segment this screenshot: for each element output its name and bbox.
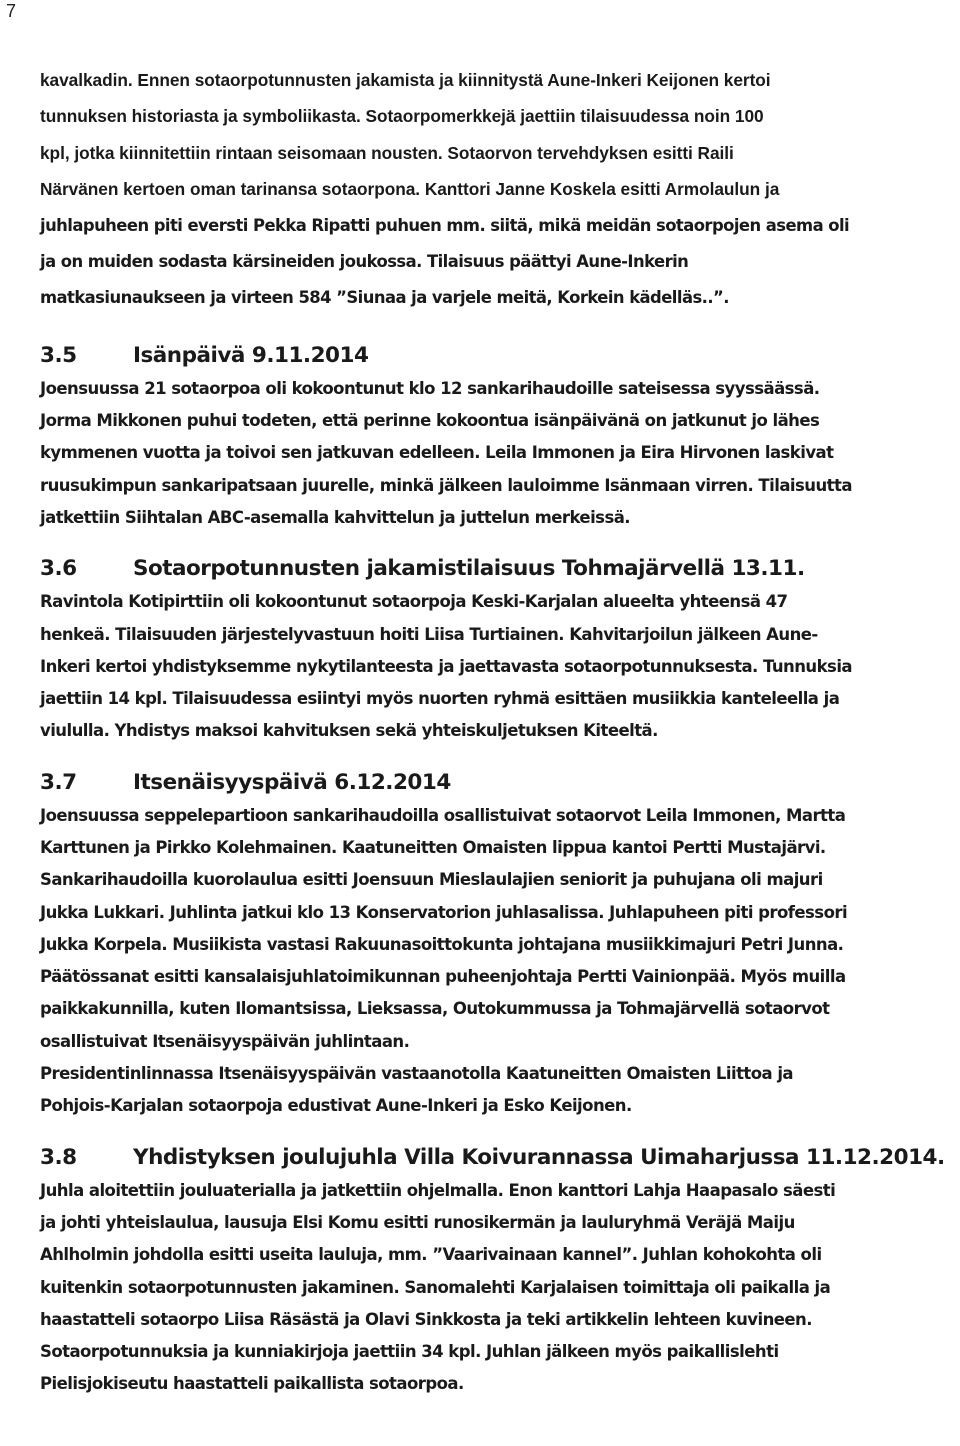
section-paragraph — [40, 373, 952, 534]
text-line: Karttunen ja Pirkko Kolehmainen. Kaatuneitten Omaisten lippua kantoi Pertti Mustajärvi. — [40, 838, 826, 857]
section-number: 3.5 — [40, 342, 77, 368]
text-line: ruusukimpun sankaripatsaan juurelle, minkä jälkeen lauloimme Isänmaan virren. Tilaisuutta — [40, 475, 852, 495]
text-line: Presidentinlinnassa Itsenäisyyspäivän vastaanotolla Kaatuneitten Omaisten Liittoa ja — [40, 1064, 794, 1084]
text-line: jatkettiin Siihtalan ABC-asemalla kahvittelun ja juttelun merkeissä. — [40, 507, 631, 527]
text-line: Närvänen kertoen oman tarinansa sotaorpona. Kanttori Janne Koskela esitti Armolaulun ja — [40, 179, 780, 200]
section-heading — [40, 1143, 952, 1173]
section-title: Isänpäivä 9.11.2014 — [133, 342, 369, 368]
text-line: Sankarihaudoilla kuorolaulua esitti Joensuun Mieslaulajien seniorit ja puhujana oli majuri — [40, 870, 823, 890]
text-line: kpl, jotka kiinnitettiin rintaan seisomaan nousten. Sotaorvon tervehdyksen esitti Raili — [40, 142, 734, 163]
document-body — [40, 62, 952, 1401]
text-line: Päätössanat esitti kansalaisjuhlatoimikunnan puheenjohtaja Pertti Vainionpää. Myös muilla — [40, 967, 846, 987]
section-paragraph — [40, 800, 952, 1123]
text-line: Inkeri kertoi yhdistyksemme nykytilanteesta ja jaettavasta sotaorpotunnuksesta. Tunnuksia — [40, 656, 853, 676]
section-heading — [40, 768, 952, 798]
text-line: Jukka Korpela. Musiikista vastasi Rakuunasoittokunta johtajana musiikkimajuri Petri Junna. — [40, 934, 844, 954]
text-line: Joensuussa 21 sotaorpoa oli kokoontunut klo 12 sankarihaudoille sateisessa syyssäässä. — [40, 378, 820, 398]
text-line: ja on muiden sodasta kärsineiden joukossa. Tilaisuus päättyi Aune-Inkerin — [40, 251, 689, 271]
section-title: Itsenäisyyspäivä 6.12.2014 — [133, 769, 451, 795]
text-line: Pohjois-Karjalan sotaorpoja edustivat Aune-Inkeri ja Esko Keijonen. — [40, 1096, 632, 1116]
page-number: 7 — [6, 1, 17, 21]
text-line: Jukka Lukkari. Juhlinta jatkui klo 13 Konservatorion juhlasalissa. Juhlapuheen piti professori — [40, 902, 848, 922]
intro-paragraph — [40, 62, 952, 317]
section-number: 3.6 — [40, 556, 77, 582]
text-line: tunnuksen historiasta ja symboliikasta. Sotaorpomerkkejä jaettiin tilaisuudessa noin 100 — [40, 106, 764, 127]
text-line: viululla. Yhdistys maksoi kahvituksen sekä yhteiskuljetuksen Kiteeltä. — [40, 721, 658, 741]
section-number: 3.7 — [40, 769, 77, 795]
text-line: Juhla aloitettiin jouluaterialla ja jatkettiin ohjelmalla. Enon kanttori Lahja Haapasalo säesti — [40, 1180, 836, 1200]
text-line: henkeä. Tilaisuuden järjestelyvastuun hoiti Liisa Turtiainen. Kahvitarjoilun jälkeen Aune- — [40, 624, 818, 644]
text-line: jaettiin 14 kpl. Tilaisuudessa esiintyi myös nuorten ryhmä esittäen musiikkia kanteleella ja — [40, 689, 840, 709]
section-number: 3.8 — [40, 1144, 77, 1170]
text-line: juhlapuheen piti eversti Pekka Ripatti puhuen mm. siitä, mikä meidän sotaorpojen asema oli — [40, 215, 850, 235]
section-title: Yhdistyksen joulujuhla Villa Koivurannassa Uimaharjussa 11.12.2014. — [133, 1144, 945, 1170]
text-line: Jorma Mikkonen puhui todeten, että perinne kokoontua isänpäivänä on jatkunut jo lähes — [40, 411, 820, 431]
text-line: osallistuivat Itsenäisyyspäivän juhlintaan. — [40, 1031, 410, 1051]
section-heading — [40, 341, 952, 371]
text-line: matkasiunaukseen ja virteen 584 ”Siunaa ja varjele meitä, Korkein kädelläs..”. — [40, 288, 729, 308]
section-paragraph — [40, 586, 952, 747]
text-line: ja johti yhteislaulua, lausuja Elsi Komu esitti runosikermän ja lauluryhmä Veräjä Maiju — [40, 1212, 795, 1232]
text-line: kuitenkin sotaorpotunnusten jakaminen. Sanomalehti Karjalaisen toimittaja oli paikalla ja — [40, 1277, 831, 1297]
text-line: Sotaorpotunnuksia ja kunniakirjoja jaettiin 34 kpl. Juhlan jälkeen myös paikallislehti — [40, 1342, 779, 1362]
section-paragraph — [40, 1175, 952, 1401]
text-line: Ravintola Kotipirttiin oli kokoontunut sotaorpoja Keski-Karjalan alueelta yhteensä 47 — [40, 592, 788, 612]
text-line: paikkakunnilla, kuten Ilomantsissa, Lieksassa, Outokummussa ja Tohmajärvellä sotaorvot — [40, 999, 830, 1019]
text-line: Pielisjokiseutu haastatteli paikallista sotaorpoa. — [40, 1374, 464, 1394]
section-title: Sotaorpotunnusten jakamistilaisuus Tohmajärvellä 13.11. — [133, 556, 805, 582]
text-line: kavalkadin. Ennen sotaorpotunnusten jakamista ja kiinnitystä Aune-Inkeri Keijonen kertoi — [40, 70, 771, 90]
text-line: Ahlholmin johdolla esitti useita lauluja, mm. ”Vaarivainaan kannel”. Juhlan kohokohta oli — [40, 1245, 822, 1265]
text-line: Joensuussa seppelepartioon sankarihaudoilla osallistuivat sotaorvot Leila Immonen, Martta — [40, 805, 846, 825]
section-heading — [40, 554, 952, 584]
text-line: haastatteli sotaorpo Liisa Räsästä ja Olavi Sinkkosta ja teki artikkelin lehteen kuvineen. — [40, 1309, 812, 1329]
text-line: kymmenen vuotta ja toivoi sen jatkuvan edelleen. Leila Immonen ja Eira Hirvonen laskivat — [40, 443, 834, 463]
